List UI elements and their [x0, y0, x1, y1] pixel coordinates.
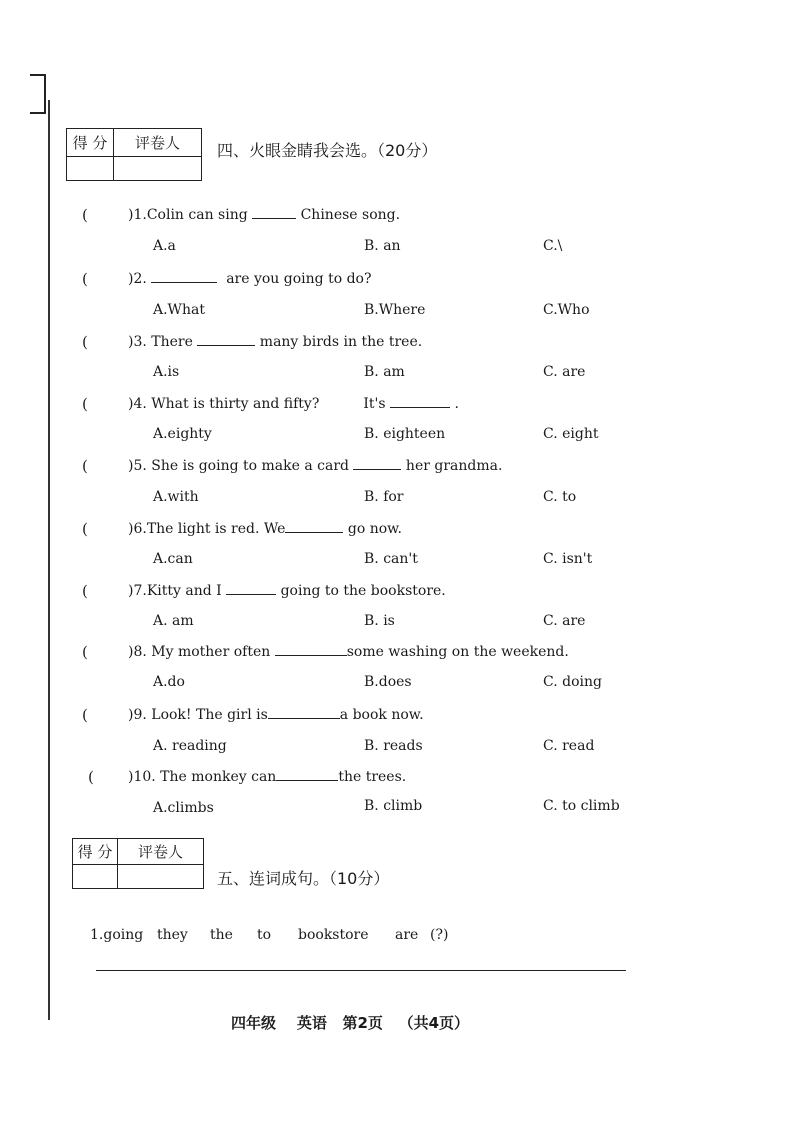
- word: 1.going: [90, 927, 144, 943]
- option-c: C. doing: [543, 674, 602, 690]
- grader-label: 评卷人: [118, 839, 204, 865]
- answer-blank[interactable]: [268, 706, 340, 719]
- option-b: B. is: [364, 613, 395, 629]
- option-a: A.climbs: [153, 800, 214, 816]
- score-box-section-4: [66, 128, 202, 181]
- question-answer-prefix: It's: [363, 396, 386, 412]
- answer-paren[interactable]: (: [82, 706, 88, 724]
- question-text-end: a book now.: [339, 707, 424, 723]
- option-c: C. eight: [543, 426, 599, 442]
- question-text-end: go now.: [347, 521, 402, 537]
- answer-blank[interactable]: [285, 520, 343, 533]
- option-c: C.\: [543, 238, 563, 254]
- option-a: A. am: [153, 613, 194, 629]
- word: to: [257, 927, 272, 943]
- question-text-end: many birds in the tree.: [259, 334, 423, 350]
- question-text: )8. My mother often: [128, 644, 271, 660]
- question-text-end: her grandma.: [405, 458, 503, 474]
- option-b: B. for: [364, 489, 404, 505]
- word: the: [210, 927, 233, 943]
- question-text: )10. The monkey can: [128, 769, 277, 785]
- section-5-title: 五、连词成句。（10分）: [217, 869, 390, 888]
- grader-cell[interactable]: [118, 865, 204, 889]
- option-b: B. eighteen: [364, 426, 446, 442]
- answer-paren[interactable]: (: [88, 768, 94, 786]
- answer-blank[interactable]: [353, 457, 401, 470]
- question-text: )3. There: [128, 334, 193, 350]
- word: bookstore: [298, 927, 369, 943]
- question-text: )2.: [128, 271, 147, 287]
- answer-blank[interactable]: [226, 582, 276, 595]
- answer-paren[interactable]: (: [82, 520, 88, 538]
- page-footer: 四年级 英语 第2页 （共4页）: [230, 1014, 470, 1032]
- binding-bracket: [30, 74, 46, 114]
- option-b: B. can't: [364, 551, 418, 567]
- section-4-title: 四、火眼金睛我会选。（20分）: [217, 141, 438, 160]
- answer-paren[interactable]: (: [82, 643, 88, 661]
- option-a: A.do: [153, 674, 185, 690]
- answer-blank[interactable]: [151, 270, 217, 283]
- answer-paren[interactable]: (: [82, 270, 88, 288]
- question-text: )6.The light is red. We: [128, 521, 286, 537]
- question-text-end: Chinese song.: [300, 207, 401, 223]
- score-box-section-5: [72, 838, 204, 889]
- answer-blank[interactable]: [276, 768, 338, 781]
- question-text: )4. What is thirty and fifty?: [128, 396, 320, 412]
- score-cell[interactable]: [67, 157, 114, 181]
- option-b: B.does: [364, 674, 412, 690]
- answer-paren[interactable]: (: [82, 333, 88, 351]
- score-label: 得 分: [73, 839, 118, 865]
- option-c: C.Who: [543, 302, 590, 318]
- question-text: )7.Kitty and I: [128, 583, 222, 599]
- option-a: A.What: [153, 302, 205, 318]
- answer-blank[interactable]: [252, 206, 296, 219]
- word: they: [157, 927, 188, 943]
- option-c: C. to: [543, 489, 577, 505]
- score-cell[interactable]: [73, 865, 118, 889]
- option-c: C. read: [543, 738, 595, 754]
- option-c: C. isn't: [543, 551, 593, 567]
- question-text: )5. She is going to make a card: [128, 458, 350, 474]
- option-b: B. am: [364, 364, 405, 380]
- answer-paren[interactable]: (: [82, 582, 88, 600]
- answer-paren[interactable]: (: [82, 395, 88, 413]
- question-text-end: going to the bookstore.: [280, 583, 446, 599]
- option-b: B.Where: [364, 302, 426, 318]
- option-a: A.a: [153, 238, 176, 254]
- grader-label: 评卷人: [114, 129, 202, 157]
- word: (?): [430, 927, 449, 943]
- answer-paren[interactable]: (: [82, 206, 88, 224]
- answer-blank[interactable]: [275, 643, 347, 656]
- question-text: )9. Look! The girl is: [128, 707, 268, 723]
- question-text: )1.Colin can sing: [128, 207, 248, 223]
- option-a: A. reading: [153, 738, 227, 754]
- option-b: B. an: [364, 238, 401, 254]
- question-text-end: the trees.: [338, 769, 407, 785]
- answer-blank[interactable]: [197, 333, 255, 346]
- option-a: A.is: [153, 364, 180, 380]
- option-b: B. climb: [364, 798, 423, 814]
- question-text-end: .: [454, 396, 459, 412]
- option-c: C. are: [543, 364, 586, 380]
- score-label: 得 分: [67, 129, 114, 157]
- option-a: A.can: [153, 551, 193, 567]
- word: are: [395, 927, 419, 943]
- answer-line[interactable]: [96, 970, 626, 971]
- answer-blank[interactable]: [390, 395, 450, 408]
- question-text-end: are you going to do?: [226, 271, 372, 287]
- option-c: C. to climb: [543, 798, 620, 814]
- option-a: A.eighty: [153, 426, 212, 442]
- question-text-end: some washing on the weekend.: [346, 644, 569, 660]
- option-a: A.with: [153, 489, 199, 505]
- answer-paren[interactable]: (: [82, 457, 88, 475]
- grader-cell[interactable]: [114, 157, 202, 181]
- binding-line: [48, 100, 50, 1020]
- option-b: B. reads: [364, 738, 423, 754]
- option-c: C. are: [543, 613, 586, 629]
